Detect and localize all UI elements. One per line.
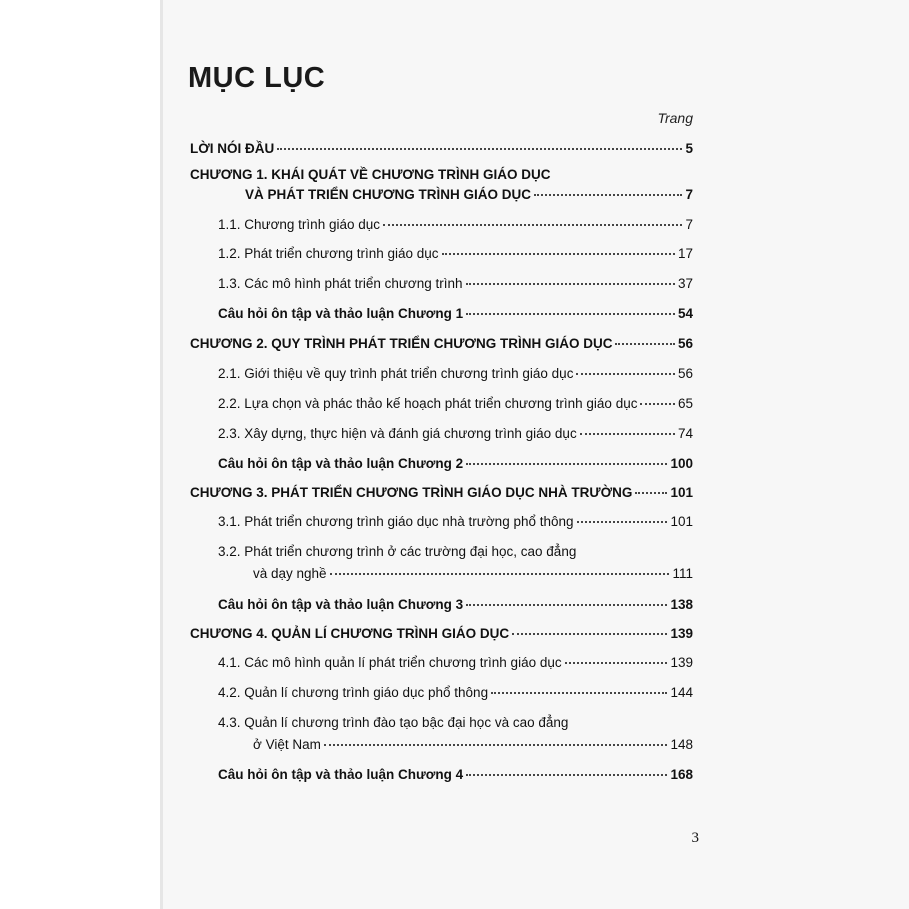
toc-section-4-2: 4.2. Quản lí chương trình giáo dục phổ thông 144 (218, 685, 693, 700)
toc-section-3-1: 3.1. Phát triển chương trình giáo dục nhà trường phổ thông 101 (218, 514, 693, 529)
page-column-label: Trang (657, 110, 693, 126)
page-edge (160, 0, 163, 909)
toc-section-2-3: 2.3. Xây dựng, thực hiện và đánh giá chương trình giáo dục 74 (218, 426, 693, 441)
toc-section-1-1: 1.1. Chương trình giáo dục 7 (218, 217, 693, 232)
toc-section-4-3: ở Việt Nam 148 (253, 737, 693, 752)
toc-chapter-1: VÀ PHÁT TRIỂN CHƯƠNG TRÌNH GIÁO DỤC 7 (245, 187, 693, 202)
toc-section-2-2: 2.2. Lựa chọn và phác thảo kế hoạch phát triển chương trình giáo dục 65 (218, 396, 693, 411)
page-number: 3 (691, 830, 699, 846)
toc-chapter-1-line1: CHƯƠNG 1. KHÁI QUÁT VỀ CHƯƠNG TRÌNH GIÁO DỤC (190, 167, 551, 182)
toc-chapter-4: CHƯƠNG 4. QUẢN LÍ CHƯƠNG TRÌNH GIÁO DỤC 139 (190, 626, 693, 641)
toc-section-3-2-line1: 3.2. Phát triển chương trình ở các trường đại học, cao đẳng (218, 544, 577, 559)
toc-section-1-3: 1.3. Các mô hình phát triển chương trình 37 (218, 276, 693, 291)
toc-section-4-3-line1: 4.3. Quản lí chương trình đào tạo bậc đại học và cao đẳng (218, 715, 569, 730)
toc-section-1-2: 1.2. Phát triển chương trình giáo dục 17 (218, 246, 693, 261)
toc-title: MỤC LỤC (188, 62, 326, 94)
toc-chapter-2: CHƯƠNG 2. QUY TRÌNH PHÁT TRIỂN CHƯƠNG TRÌNH GIÁO DỤC 56 (190, 336, 693, 351)
toc-section-2-1: 2.1. Giới thiệu về quy trình phát triển chương trình giáo dục 56 (218, 366, 693, 381)
toc-entry-foreword: LỜI NÓI ĐẦU 5 (190, 141, 693, 156)
toc-review-1: Câu hỏi ôn tập và thảo luận Chương 1 54 (218, 306, 693, 321)
toc-section-4-1: 4.1. Các mô hình quản lí phát triển chương trình giáo dục 139 (218, 655, 693, 670)
toc-chapter-3: CHƯƠNG 3. PHÁT TRIỂN CHƯƠNG TRÌNH GIÁO DỤC NHÀ TRƯỜNG 101 (190, 485, 693, 500)
toc-review-3: Câu hỏi ôn tập và thảo luận Chương 3 138 (218, 597, 693, 612)
toc-review-4: Câu hỏi ôn tập và thảo luận Chương 4 168 (218, 767, 693, 782)
toc-review-2: Câu hỏi ôn tập và thảo luận Chương 2 100 (218, 456, 693, 471)
toc-section-3-2: và dạy nghề 111 (253, 566, 693, 581)
